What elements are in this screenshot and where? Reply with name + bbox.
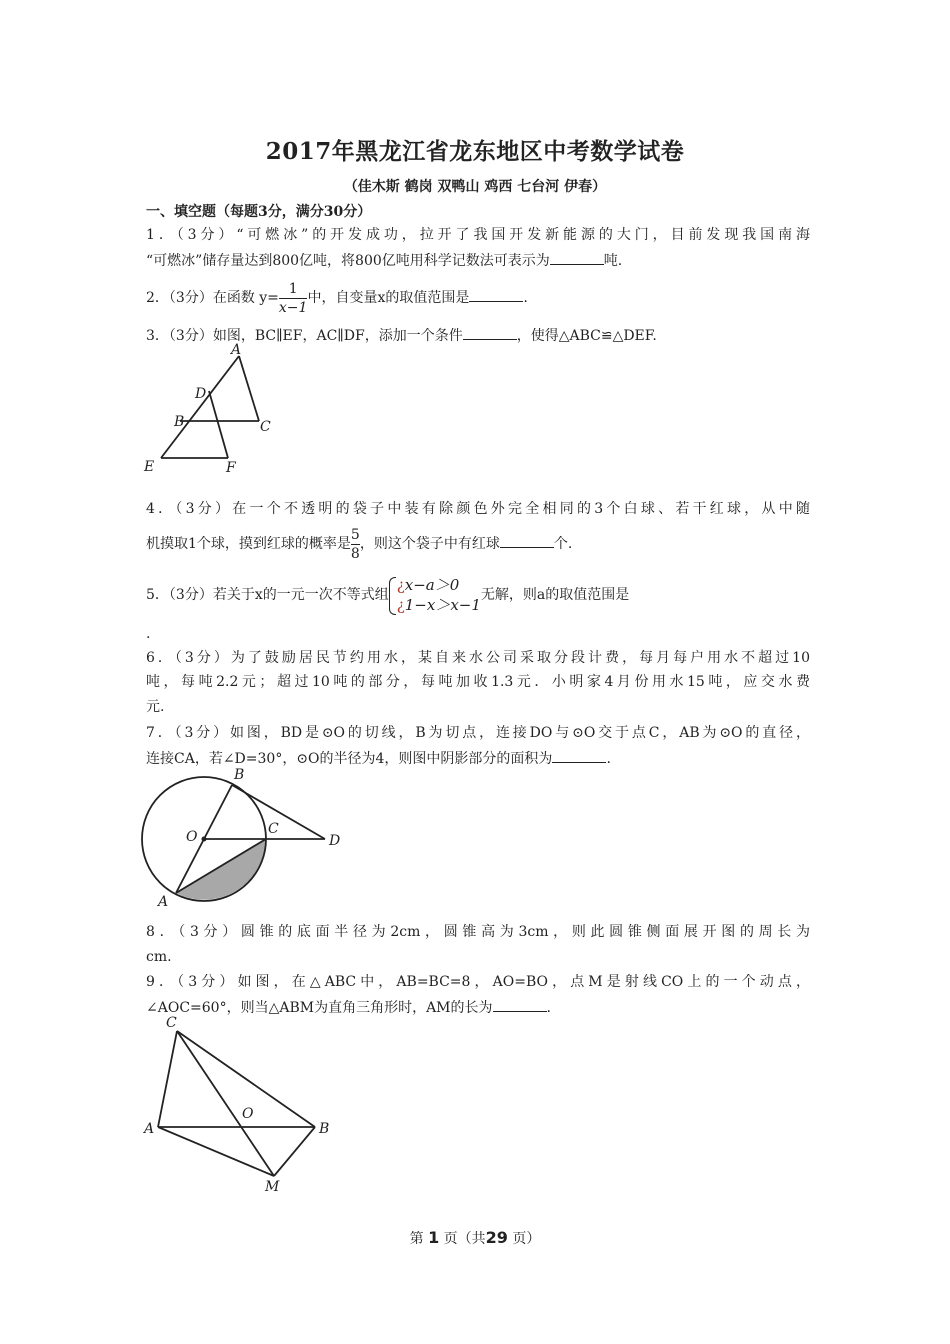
label-D: D xyxy=(329,833,341,849)
label-C: C xyxy=(166,1015,177,1031)
q4-line2: 机摸取1个球，摸到红球的概率是 $\frac{5}{8}$ ，则这个袋子中有红球 个. xyxy=(146,526,573,562)
line-BM xyxy=(274,1127,315,1176)
label-C: C xyxy=(260,419,271,435)
answer-blank xyxy=(469,287,523,302)
label-A: A xyxy=(231,342,242,358)
line-AE xyxy=(161,356,239,458)
fraction: $\frac{1}{x-1}$ xyxy=(278,280,308,316)
q8-line1: 8．（3分）圆锥的底面半径为2cm，圆锥高为3cm，则此圆锥侧面展开图的周长为 xyxy=(146,924,810,940)
line-CM xyxy=(177,1031,274,1176)
line-AC xyxy=(239,356,259,421)
line-DF xyxy=(209,391,228,458)
q5-line: 5．（3分）若关于x的一元一次不等式组 ¿x−a＞0 ¿1−x＞x−1 无解，则a的取值范围是 xyxy=(146,576,630,614)
section-heading: 一、填空题（每题3分，满分30分） xyxy=(146,204,372,220)
label-B: B xyxy=(234,767,245,783)
answer-blank xyxy=(493,997,547,1012)
q7-line2: 连接CA，若∠D=30°，⊙O的半径为4，则图中阴影部分的面积为 . xyxy=(146,748,810,769)
line-CA xyxy=(158,1031,177,1127)
q4-line1: 4．（3分）在一个不透明的袋子中装有除颜色外完全相同的3个白球、若干红球，从中随 xyxy=(146,501,810,517)
answer-blank xyxy=(500,533,554,548)
label-O: O xyxy=(186,829,198,845)
label-B: B xyxy=(174,414,185,430)
page-footer: 第 1 页（共29 页） xyxy=(409,1228,541,1247)
label-A: A xyxy=(144,1121,155,1137)
center-point xyxy=(202,837,207,842)
inequality-system: ¿x−a＞0 ¿1−x＞x−1 xyxy=(389,575,481,615)
label-M: M xyxy=(265,1179,280,1195)
q9-line2: ∠AOC=60°，则当△ABM为直角三角形时，AM的长为 . xyxy=(146,997,810,1018)
q7-figure xyxy=(140,765,355,910)
q3-figure xyxy=(140,342,290,477)
q6-line3: 元. xyxy=(146,699,165,715)
label-C: C xyxy=(268,821,279,837)
answer-blank xyxy=(550,250,604,265)
q5-end: . xyxy=(146,626,151,642)
q1-line1: 1．（3分）“可燃冰”的开发成功，拉开了我国开发新能源的大门，目前发现我国南海 xyxy=(146,227,810,243)
label-F: F xyxy=(226,460,236,476)
label-D: D xyxy=(195,386,207,402)
label-A: A xyxy=(158,894,169,910)
q3-line: 3．（3分）如图，BC∥EF，AC∥DF，添加一个条件 ，使得△ABC≌△DEF. xyxy=(146,325,810,346)
q6-line1: 6．（3分）为了鼓励居民节约用水，某自来水公司采取分段计费，每月每户用水不超过10 xyxy=(146,650,810,666)
answer-blank xyxy=(552,748,606,763)
answer-blank xyxy=(463,325,517,340)
page-title: 2017年黑龙江省龙东地区中考数学试卷 xyxy=(265,138,685,165)
label-B: B xyxy=(319,1121,330,1137)
label-O: O xyxy=(242,1106,254,1122)
q2-line: 2．（3分）在函数 y= $\frac{1}{x-1}$ 中，自变量x的取值范围是 . xyxy=(146,280,528,316)
q9-figure xyxy=(140,1012,340,1197)
q8-line2: cm. xyxy=(146,949,172,965)
q9-line1: 9．（3分）如图，在△ABC中，AB=BC=8，AO=BO，点M是射线CO上的一个动点， xyxy=(146,974,810,990)
q6-line2: 吨，每吨2.2元；超过10吨的部分，每吨加收1.3元．小明家4月份用水15吨，应交水费 xyxy=(146,674,810,690)
page-subtitle: （佳木斯 鹤岗 双鸭山 鸡西 七台河 伊春） xyxy=(343,179,607,195)
q7-line1: 7．（3分）如图，BD是⊙O的切线，B为切点，连接DO与⊙O交于点C，AB为⊙O的直径， xyxy=(146,725,810,741)
label-E: E xyxy=(144,459,155,475)
fraction: $\frac{5}{8}$ xyxy=(350,526,360,562)
q1-line2: “可燃冰”储存量达到800亿吨，将800亿吨用科学记数法可表示为 吨. xyxy=(146,250,810,271)
